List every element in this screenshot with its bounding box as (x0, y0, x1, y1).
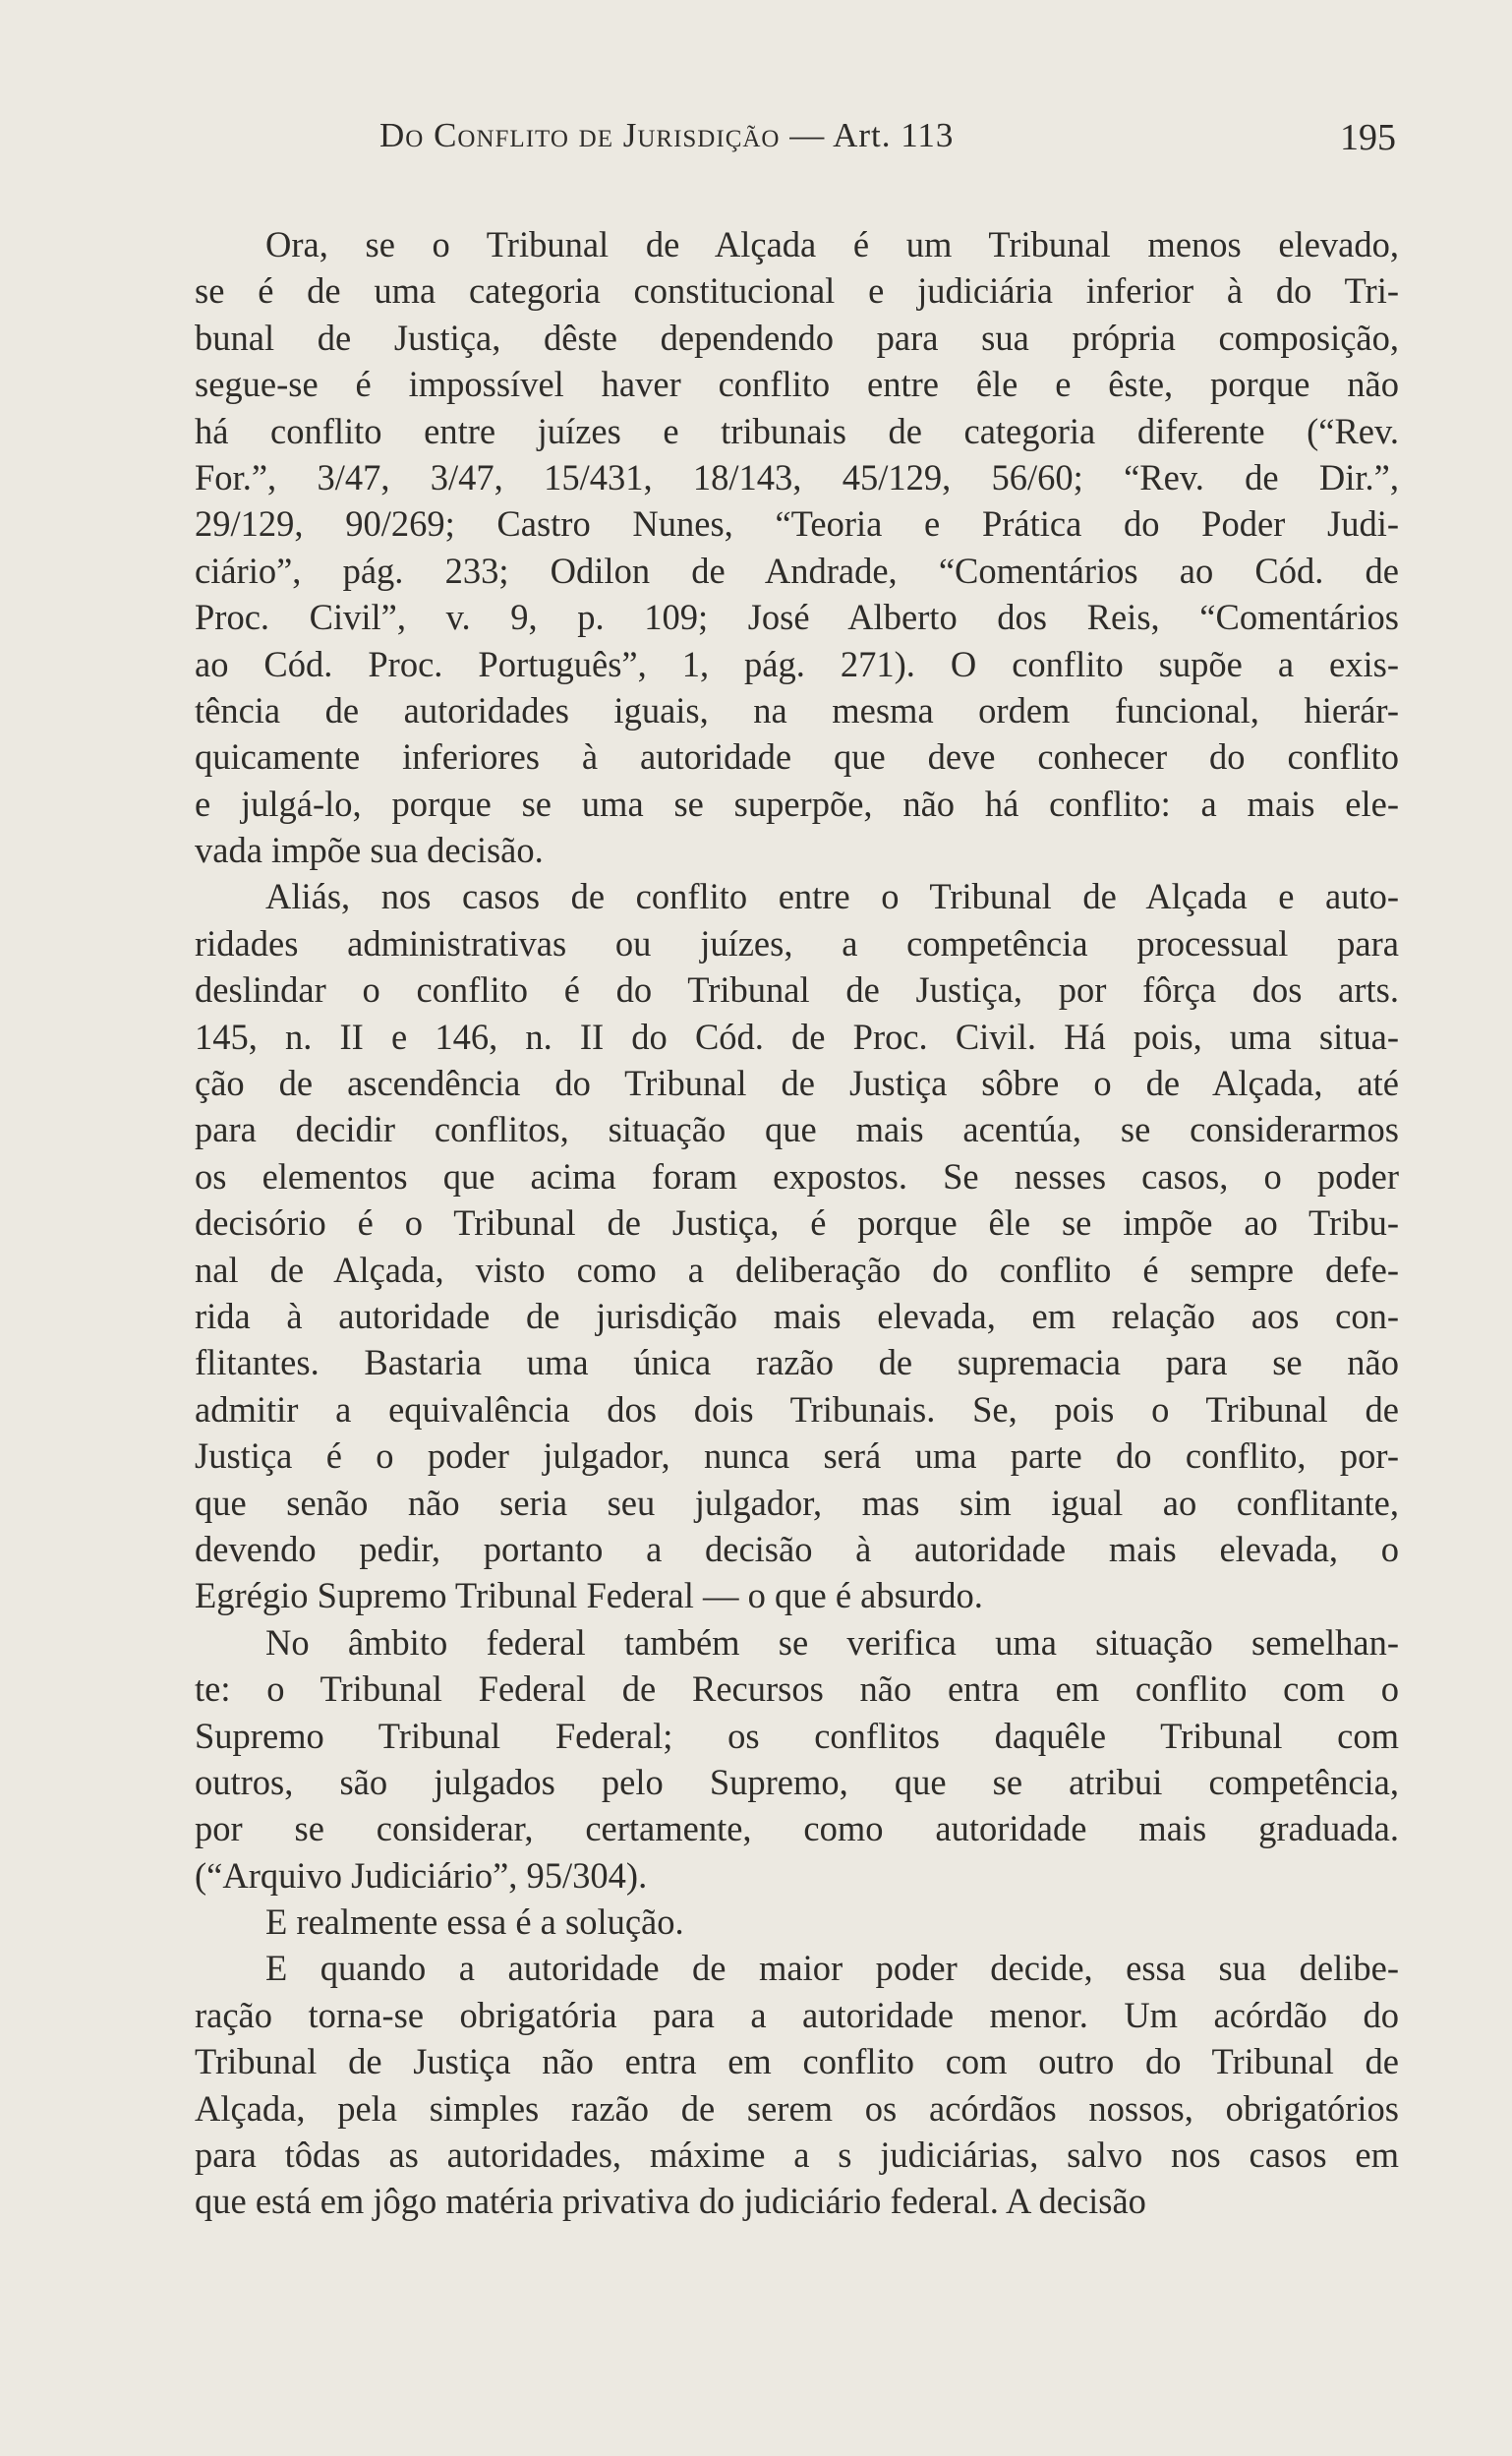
body-text (195, 221, 1399, 2225)
text-line: para decidir conflitos, situação que mais acentúa, se considerarmos (195, 1109, 1399, 1150)
text-line: por se considerar, certamente, como autoridade mais graduada. (195, 1808, 1399, 1849)
text-line: admitir a equivalência dos dois Tribunais. Se, pois o Tribunal de (195, 1388, 1399, 1430)
running-header-title (379, 116, 954, 155)
running-header (197, 116, 1396, 165)
text-line: Egrégio Supremo Tribunal Federal — o que é absurdo. (195, 1575, 983, 1616)
paragraph (195, 1619, 1399, 1899)
text-line: ração torna-se obrigatória para a autoridade menor. Um acórdão do (195, 1994, 1399, 2035)
text-line: Proc. Civil”, v. 9, p. 109; José Alberto dos Reis, “Comentários (195, 597, 1399, 638)
text-line: se é de uma categoria constitucional e judiciária inferior à do Tri- (195, 270, 1399, 312)
text-line: há conflito entre juízes e tribunais de categoria diferente (“Rev. (195, 410, 1399, 451)
text-line: (“Arquivo Judiciário”, 95/304). (195, 1854, 648, 1896)
text-line: tência de autoridades iguais, na mesma ordem funcional, hierár- (195, 689, 1399, 731)
text-line: ridades administrativas ou juízes, a competência processual para (195, 922, 1399, 964)
text-line: te: o Tribunal Federal de Recursos não entra em conflito com o (195, 1668, 1399, 1710)
text-line: Justiça é o poder julgador, nunca será uma parte do conflito, por- (195, 1435, 1399, 1477)
chapter-title: Do Conflito de Jurisdição (379, 116, 781, 154)
text-line: Supremo Tribunal Federal; os conflitos daquêle Tribunal com (195, 1715, 1399, 1756)
text-line: bunal de Justiça, dêste dependendo para sua própria composição, (195, 317, 1399, 358)
text-line: Alçada, pela simples razão de serem os acórdãos nossos, obrigatórios (195, 2087, 1399, 2129)
text-line: 145, n. II e 146, n. II do Cód. de Proc. Civil. Há pois, uma situa- (195, 1016, 1399, 1057)
text-line: para tôdas as autoridades, máxime a s judiciárias, salvo nos casos em (195, 2134, 1399, 2176)
text-line: e julgá-lo, porque se uma se superpõe, não há conflito: a mais ele- (195, 783, 1399, 824)
text-line: E realmente essa é a solução. (265, 1901, 684, 1943)
text-line: Aliás, nos casos de conflito entre o Tribunal de Alçada e auto- (265, 876, 1399, 917)
text-line: E quando a autoridade de maior poder decide, essa sua delibe- (265, 1948, 1399, 1989)
text-line: ao Cód. Proc. Português”, 1, pág. 271). O conflito supõe a exis- (195, 643, 1399, 684)
text-line: que está em jôgo matéria privativa do judiciário federal. A decisão (195, 2181, 1146, 2222)
text-line: For.”, 3/47, 3/47, 15/431, 18/143, 45/129, 56/60; “Rev. de Dir.”, (195, 456, 1399, 497)
paragraph (195, 1899, 1399, 1945)
header-separator: — (780, 116, 834, 154)
text-line: devendo pedir, portanto a decisão à autoridade mais elevada, o (195, 1528, 1399, 1569)
text-line: No âmbito federal também se verifica uma situação semelhan- (265, 1621, 1399, 1663)
text-line: os elementos que acima foram expostos. Se nesses casos, o poder (195, 1155, 1399, 1197)
text-line: ção de ascendência do Tribunal de Justiça sôbre o de Alçada, até (195, 1063, 1399, 1104)
paragraph (195, 1945, 1399, 2224)
text-line: flitantes. Bastaria uma única razão de supremacia para se não (195, 1342, 1399, 1383)
text-line: segue-se é impossível haver conflito entre êle e êste, porque não (195, 364, 1399, 405)
text-line: 29/129, 90/269; Castro Nunes, “Teoria e Prática do Poder Judi- (195, 503, 1399, 545)
text-line: rida à autoridade de jurisdição mais elevada, em relação aos con- (195, 1295, 1399, 1336)
text-line: decisório é o Tribunal de Justiça, é porque êle se impõe ao Tribu- (195, 1202, 1399, 1244)
text-line: quicamente inferiores à autoridade que deve conhecer do conflito (195, 736, 1399, 778)
paragraph (195, 873, 1399, 1618)
text-line: nal de Alçada, visto como a deliberação do conflito é sempre defe- (195, 1249, 1399, 1290)
text-line: outros, são julgados pelo Supremo, que se atribui competência, (195, 1761, 1399, 1802)
text-line: Tribunal de Justiça não entra em conflito com outro do Tribunal de (195, 2041, 1399, 2082)
page-number: 195 (1340, 117, 1396, 158)
text-line: deslindar o conflito é do Tribunal de Justiça, por fôrça dos arts. (195, 969, 1399, 1011)
text-line: que senão não seria seu julgador, mas sim igual ao conflitante, (195, 1482, 1399, 1523)
text-line: ciário”, pág. 233; Odilon de Andrade, “Comentários ao Cód. de (195, 550, 1399, 591)
article-reference: Art. 113 (833, 116, 955, 154)
text-line: vada impõe sua decisão. (195, 830, 544, 871)
text-line: Ora, se o Tribunal de Alçada é um Tribunal menos elevado, (265, 224, 1399, 264)
paragraph (195, 221, 1399, 873)
